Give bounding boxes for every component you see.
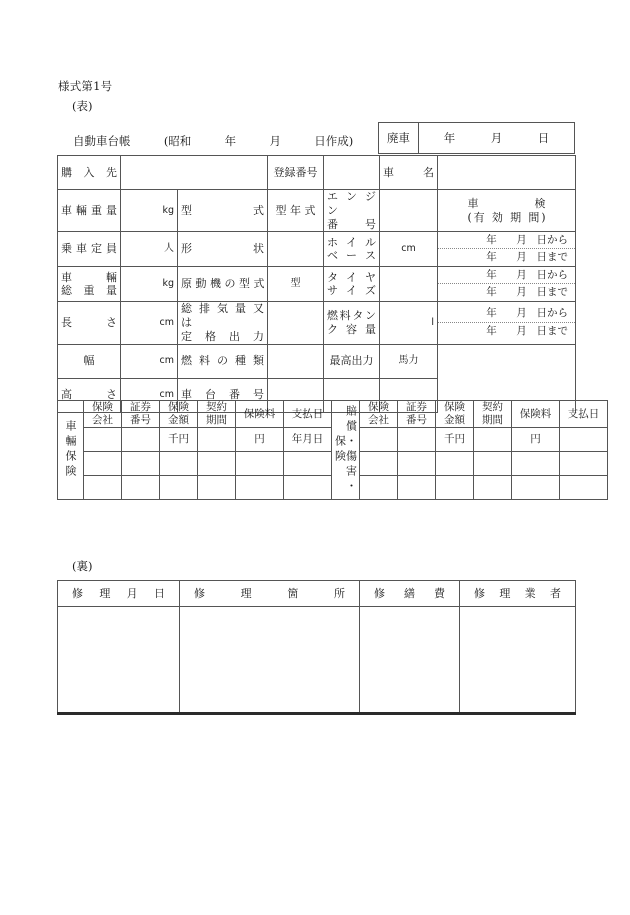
liability-insurance-label-text: 賠償・傷害・保険 — [333, 405, 358, 496]
right-amount-line1: 保険 — [444, 401, 465, 413]
vehicle-spec-table — [57, 155, 576, 413]
model-label: 型 式 — [178, 190, 268, 232]
left-term-value-2[interactable] — [198, 452, 236, 476]
right-payment-date-value-3[interactable] — [560, 476, 608, 500]
left-policy-number-header — [122, 401, 160, 428]
fuel-tank-label-line2: ク 容 量 — [327, 322, 376, 336]
right-company-value-1[interactable] — [360, 428, 398, 452]
right-policy-line2: 番号 — [406, 414, 427, 427]
purchase-source-value[interactable] — [121, 156, 268, 190]
title-month: 月 — [269, 134, 281, 148]
right-amount-value-3[interactable] — [436, 476, 474, 500]
vehicle-weight-unit[interactable]: kg — [121, 190, 178, 232]
fuel-tank-unit[interactable]: l — [380, 302, 438, 344]
vehicle-name-value[interactable] — [438, 156, 576, 190]
spec-row-6 — [58, 344, 576, 378]
fuel-tank-label-line1: 燃料タン — [327, 309, 376, 323]
period3-from-year: 年 — [486, 307, 497, 320]
vehicle-weight-label: 車輛重量 — [58, 190, 121, 232]
seating-capacity-label: 乗車定員 — [58, 232, 121, 267]
left-insured-amount-header — [160, 401, 198, 428]
repair-shop-header: 修 理 業 者 — [460, 581, 576, 607]
right-payment-date-value-2[interactable] — [560, 452, 608, 476]
spec-row-2 — [58, 190, 576, 232]
vehicle-insurance-vertical-label — [58, 401, 84, 500]
left-amount-value-3[interactable] — [160, 476, 198, 500]
height-label: 高 さ — [58, 378, 121, 412]
left-payment-date-value-3[interactable] — [284, 476, 332, 500]
inspection-period-header — [438, 190, 576, 232]
right-term-value-3[interactable] — [474, 476, 512, 500]
tire-size-value[interactable] — [380, 267, 438, 302]
right-payment-date-value-1[interactable] — [560, 428, 608, 452]
max-output-unit[interactable]: 馬力 — [380, 344, 438, 378]
period2-from-day: 日から — [536, 268, 568, 281]
chassis-number-label: 車 台 番 号 — [178, 378, 268, 412]
period1-from-year: 年 — [486, 233, 497, 246]
height-unit[interactable]: cm — [121, 378, 178, 412]
inspection-period-1[interactable] — [438, 232, 576, 267]
period1-from-month: 月 — [516, 233, 527, 246]
inspection-period-2[interactable] — [438, 267, 576, 302]
vehicle-name-label: 車 名 — [380, 156, 438, 190]
insurance-table — [57, 400, 608, 500]
disposal-year: 年 — [443, 131, 456, 145]
left-amount-line1: 保険 — [168, 401, 189, 413]
right-policy-number-header — [398, 401, 436, 428]
repair-date-header: 修 理 月 日 — [58, 581, 180, 607]
right-company-line1: 保険 — [368, 401, 389, 413]
wheelbase-label-line2: ベ ー ス — [327, 249, 376, 263]
left-premium-unit[interactable]: 円 — [236, 428, 284, 452]
spec-row-1 — [58, 156, 576, 190]
right-payment-date-header: 支払日 — [560, 401, 608, 428]
repair-row — [58, 607, 576, 714]
right-contract-term-header — [474, 401, 512, 428]
repair-shop-value[interactable] — [460, 607, 576, 714]
body-shape-value[interactable] — [268, 232, 324, 267]
right-policy-value-2[interactable] — [398, 452, 436, 476]
fuel-tank-label — [324, 302, 380, 344]
engine-number-label — [324, 190, 380, 232]
displacement-value[interactable] — [268, 302, 324, 344]
registration-number-value[interactable] — [324, 156, 380, 190]
left-policy-value-2[interactable] — [122, 452, 160, 476]
left-premium-header: 保険料 — [236, 401, 284, 428]
right-premium-header: 保険料 — [512, 401, 560, 428]
left-payment-date-unit[interactable]: 年月日 — [284, 428, 332, 452]
right-company-value-2[interactable] — [360, 452, 398, 476]
width-unit[interactable]: cm — [121, 344, 178, 378]
vehicle-insurance-label-text: 車輛保険 — [64, 420, 77, 481]
spec-row-5 — [58, 302, 576, 344]
insurance-header-row — [58, 401, 608, 428]
inspection-period-3-to[interactable] — [438, 323, 575, 340]
period2-to-day: 日まで — [536, 286, 568, 299]
inspection-header-line1: 車 検 — [467, 196, 546, 210]
right-premium-value-3[interactable] — [512, 476, 560, 500]
wheelbase-label — [324, 232, 380, 267]
back-side-label: (裏) — [72, 559, 93, 573]
width-label: 幅 — [58, 344, 121, 378]
period1-to-year: 年 — [486, 251, 497, 264]
left-policy-value-3[interactable] — [122, 476, 160, 500]
left-insurance-company-header — [84, 401, 122, 428]
period1-to-day: 日まで — [536, 251, 568, 264]
right-policy-line1: 証券 — [406, 401, 427, 413]
model-year-label: 型 年 式 — [268, 190, 324, 232]
right-premium-unit[interactable]: 円 — [512, 428, 560, 452]
left-premium-value-3[interactable] — [236, 476, 284, 500]
liability-insurance-vertical-label — [332, 401, 360, 500]
title-day: 日作成) — [314, 134, 354, 148]
left-payment-date-header: 支払日 — [284, 401, 332, 428]
purchase-source-label: 購 入 先 — [58, 156, 121, 190]
disposal-label: 廃車 — [379, 123, 419, 153]
right-premium-value-2[interactable] — [512, 452, 560, 476]
inspection-period-1-to[interactable] — [438, 249, 575, 266]
left-term-line2: 期間 — [206, 414, 227, 427]
period3-to-month: 月 — [516, 324, 527, 337]
period2-to-year: 年 — [486, 286, 497, 299]
wheelbase-unit[interactable]: cm — [380, 232, 438, 267]
engine-number-value[interactable] — [380, 190, 438, 232]
displacement-label-line1: 総 排 気 量 又 は — [181, 302, 264, 329]
engine-number-label-line2: 番 号 — [327, 217, 376, 231]
repair-location-header: 修 理 箇 所 — [180, 581, 360, 607]
repair-date-value[interactable] — [58, 607, 180, 714]
tire-size-label — [324, 267, 380, 302]
period3-to-day: 日まで — [536, 324, 568, 337]
left-policy-line2: 番号 — [130, 414, 151, 427]
right-amount-value-2[interactable] — [436, 452, 474, 476]
inspection-period-3[interactable] — [438, 302, 576, 344]
engine-number-label-line1: エ ン ジ ン — [327, 190, 376, 217]
tire-size-label-line2: サ イ ズ — [327, 284, 376, 298]
period3-to-year: 年 — [486, 324, 497, 337]
length-unit[interactable]: cm — [121, 302, 178, 344]
gross-weight-unit[interactable]: kg — [121, 267, 178, 302]
seating-capacity-unit[interactable]: 人 — [121, 232, 178, 267]
period3-from-month: 月 — [516, 307, 527, 320]
period3-from-day: 日から — [536, 307, 568, 320]
right-amount-line2: 金額 — [444, 414, 465, 427]
right-term-value-1[interactable] — [474, 428, 512, 452]
period2-from-month: 月 — [516, 268, 527, 281]
left-policy-value-1[interactable] — [122, 428, 160, 452]
right-term-line1: 契約 — [482, 401, 503, 413]
gross-weight-label-line2: 総 重 量 — [61, 284, 117, 298]
form-number: 様式第1号 — [58, 79, 113, 93]
period1-from-day: 日から — [536, 233, 568, 246]
right-amount-unit[interactable]: 千円 — [436, 428, 474, 452]
left-company-line1: 保険 — [92, 401, 113, 413]
spec-row-3 — [58, 232, 576, 267]
document-title: 自動車台帳 — [73, 134, 131, 148]
document-title-line — [73, 133, 353, 149]
left-company-value-1[interactable] — [84, 428, 122, 452]
tire-size-label-line1: タ イ ヤ — [327, 270, 376, 284]
right-term-value-2[interactable] — [474, 452, 512, 476]
registration-number-label: 登録番号 — [268, 156, 324, 190]
repair-cost-header: 修 繕 費 — [360, 581, 460, 607]
left-amount-line2: 金額 — [168, 414, 189, 427]
period2-from-year: 年 — [486, 268, 497, 281]
repair-history-table — [57, 580, 576, 715]
fuel-type-value[interactable] — [268, 344, 324, 378]
displacement-label — [178, 302, 268, 344]
fuel-type-label: 燃 料 の 種 類 — [178, 344, 268, 378]
inspection-period-2-to[interactable] — [438, 284, 575, 301]
right-policy-value-1[interactable] — [398, 428, 436, 452]
left-payment-date-value-2[interactable] — [284, 452, 332, 476]
left-company-value-3[interactable] — [84, 476, 122, 500]
engine-model-label: 原 動 機 の 型 式 — [178, 267, 268, 302]
disposal-box — [378, 122, 575, 154]
disposal-date-field[interactable] — [419, 123, 574, 153]
right-term-line2: 期間 — [482, 414, 503, 427]
inspection-header-line2: (有 効 期 間) — [467, 210, 546, 224]
left-term-value-1[interactable] — [198, 428, 236, 452]
inspection-period-3-from[interactable] — [438, 306, 575, 323]
spec-row-4 — [58, 267, 576, 302]
engine-model-unit[interactable]: 型 — [268, 267, 324, 302]
repair-header-row — [58, 581, 576, 607]
right-insurance-company-header — [360, 401, 398, 428]
max-output-label: 最高出力 — [324, 344, 380, 378]
left-company-value-2[interactable] — [84, 452, 122, 476]
repair-cost-value[interactable] — [360, 607, 460, 714]
title-year: 年 — [224, 134, 237, 148]
left-policy-line1: 証券 — [130, 401, 151, 413]
period1-to-month: 月 — [516, 251, 527, 264]
gross-weight-label — [58, 267, 121, 302]
title-era: (昭和 — [163, 134, 192, 148]
left-company-line2: 会社 — [92, 414, 113, 427]
gross-weight-label-line1: 車 輛 — [61, 270, 117, 284]
left-premium-value-2[interactable] — [236, 452, 284, 476]
left-amount-unit[interactable]: 千円 — [160, 428, 198, 452]
left-term-line1: 契約 — [206, 401, 227, 413]
right-policy-value-3[interactable] — [398, 476, 436, 500]
left-contract-term-header — [198, 401, 236, 428]
right-company-value-3[interactable] — [360, 476, 398, 500]
inspection-period-2-from[interactable] — [438, 267, 575, 284]
displacement-label-line2: 定 格 出 力 — [181, 329, 264, 343]
inspection-period-1-from[interactable] — [438, 232, 575, 249]
period2-to-month: 月 — [516, 286, 527, 299]
front-side-label: (表) — [72, 99, 93, 113]
length-label: 長 さ — [58, 302, 121, 344]
disposal-month: 月 — [490, 131, 503, 145]
body-shape-label: 形 状 — [178, 232, 268, 267]
right-company-line2: 会社 — [368, 414, 389, 427]
left-amount-value-2[interactable] — [160, 452, 198, 476]
wheelbase-label-line1: ホ イ ル — [327, 235, 376, 249]
right-insured-amount-header — [436, 401, 474, 428]
disposal-day: 日 — [537, 131, 550, 145]
left-term-value-3[interactable] — [198, 476, 236, 500]
repair-location-value[interactable] — [180, 607, 360, 714]
